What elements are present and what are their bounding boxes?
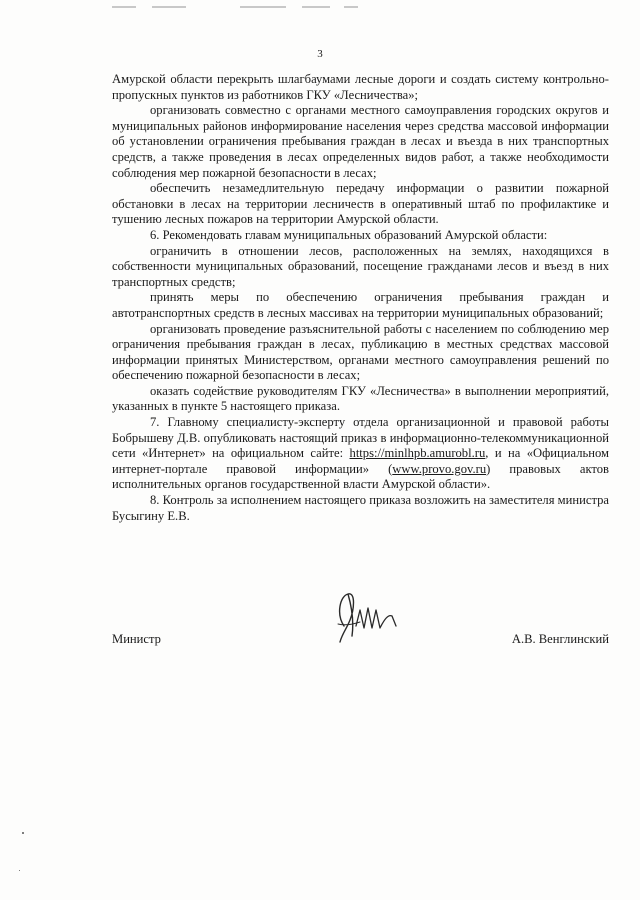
paragraph-inform-population: организовать совместно с органами местного самоуправления городских округов и муниципальных районов информирование населения через средства массовой информации об установлении ограничения пребывания граждан в лесах и въезда в них транспортных средств, а также проведения в лесах определенных видов работ, а также необходимости соблюдения мер пожарной безопасности в лесах; [112, 103, 609, 180]
paragraph-assist-heads: оказать содействие руководителям ГКУ «Лесничества» в выполнении мероприятий, указанных в пункте 5 настоящего приказа. [112, 383, 609, 414]
item-7-text-before: 7. Главному специалисту-эксперту отдела организационной и правовой работы Бобрышеву Д.В. опубликовать настоящий приказ в информационно-телекоммуникационной сети «Интернет» на официальном сайте: [112, 415, 609, 461]
paragraph-limit-forests: ограничить в отношении лесов, расположенных на землях, находящихся в собственности муниципальных образований, посещение гражданами лесов и въезд в них транспортных средств; [112, 243, 609, 289]
scan-artifact-marks [112, 6, 532, 9]
scan-speck [22, 832, 24, 834]
paragraph-item-7 [112, 415, 609, 493]
document-body [112, 72, 609, 524]
paragraph-transfer-info: обеспечить незамедлительную передачу информации о развитии пожарной обстановки в лесах на территории лесничеств в оперативный штаб по профилактике и тушению лесных пожаров на территории Амурской области. [112, 181, 609, 227]
paragraph-explanatory-work: организовать проведение разъяснительной работы с населением по соблюдению мер ограничения пребывания граждан в лесах, публикацию в местных средствах массовой информации принятых Министерством, органами местного самоуправления решений по обеспечению пожарной безопасности в лесах; [112, 321, 609, 383]
legal-portal-link[interactable]: www.provo.gov.ru [392, 461, 487, 476]
item-7-text-between: , и на «Официальном интернет-портале правовой информации» ( [112, 446, 609, 476]
signatory-name: А.В. Венглинский [511, 632, 609, 646]
page-number: 3 [317, 48, 323, 60]
paragraph-item-6: 6. Рекомендовать главам муниципальных образований Амурской области: [150, 227, 548, 242]
item-7-text-after: ) правовых актов исполнительных органов государственной власти Амурской области». [112, 461, 609, 492]
scan-speck [19, 870, 20, 871]
paragraph-limit-stay: принять меры по обеспечению ограничения пребывания граждан и автотранспортных средств в лесных массивах на территории муниципальных образований; [112, 290, 609, 320]
signatory-role: Министр [112, 632, 161, 646]
paragraph-item-8: 8. Контроль за исполнением настоящего приказа возложить на заместителя министра Бусыгину Е.В. [112, 493, 609, 523]
paragraph-continuation: Амурской области перекрыть шлагбаумами лесные дороги и создать систему контрольно-пропускных пунктов из работников ГКУ «Лесничества»; [112, 72, 609, 102]
ministry-site-link[interactable]: https://minlhpb.amurobl.ru [349, 446, 486, 461]
handwritten-signature [330, 586, 410, 650]
